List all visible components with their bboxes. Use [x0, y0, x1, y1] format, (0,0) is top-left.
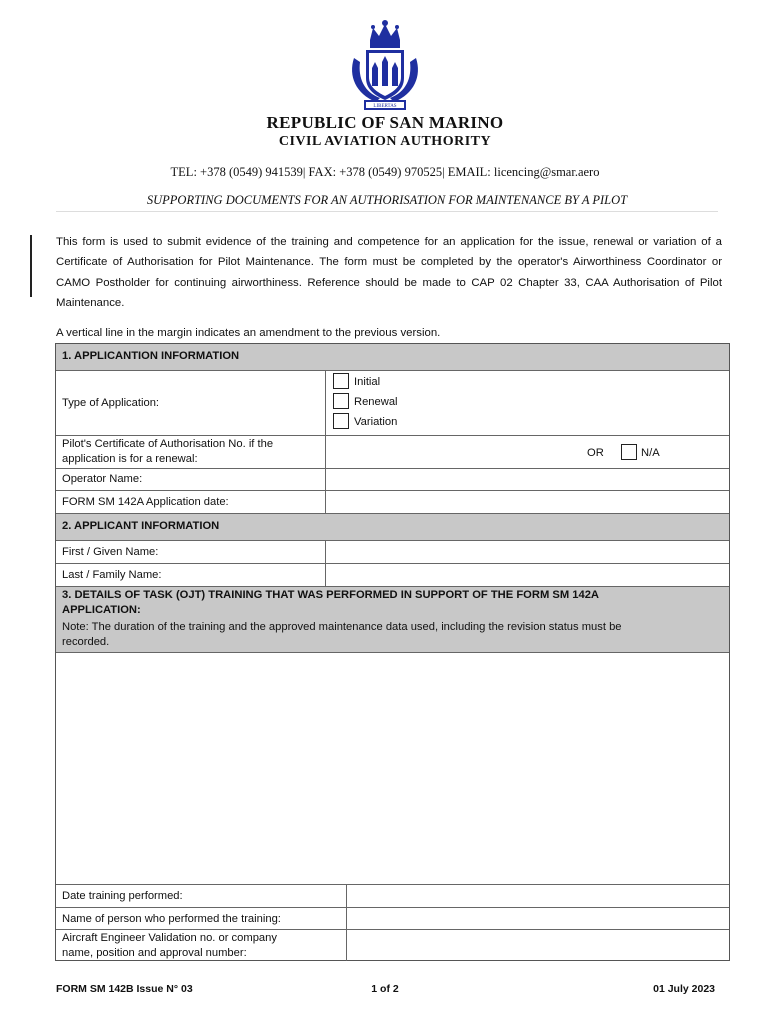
application-date-field[interactable] [326, 491, 729, 513]
section3-note-line2: recorded. [62, 636, 110, 648]
authority-name: CIVIL AVIATION AUTHORITY [278, 134, 492, 149]
trainer-name-row [56, 907, 729, 929]
validation-field[interactable] [347, 930, 729, 961]
trainer-name-field[interactable] [347, 908, 729, 929]
svg-text:LIBERTAS: LIBERTAS [373, 104, 397, 109]
certificate-number-field[interactable] [326, 436, 576, 468]
section3-note-line1: Note: The duration of the training and the approved maintenance data used, including the revision status must be [62, 621, 622, 633]
first-name-row [56, 540, 729, 563]
or-label: OR [587, 447, 604, 459]
training-date-row [56, 884, 729, 907]
section3-header [56, 586, 729, 652]
initial-option-label: Initial [354, 376, 381, 388]
na-label: N/A [641, 447, 660, 459]
certificate-number-label-line1: Pilot's Certificate of Authorisation No. if the [62, 438, 274, 450]
validation-label-line1: Aircraft Engineer Validation no. or company [62, 932, 277, 944]
contact-line: TEL: +378 (0549) 941539| FAX: +378 (0549) 970525| EMAIL: licencing@smar.aero [170, 165, 600, 179]
operator-name-label: Operator Name: [62, 473, 143, 485]
section3-heading-line2: APPLICATION: [62, 604, 141, 616]
operator-name-row [56, 468, 729, 490]
training-details-textarea[interactable] [56, 652, 729, 884]
operator-name-field[interactable] [326, 469, 729, 490]
intro-paragraph: This form is used to submit evidence of the training and competence for an application for the issue, renewal or variation of a Certificate of Authorisation for Pilot Maintenance. The form must be completed by the operator's Airworthiness Coordinator or CAMO Postholder for continuing airworthiness. Reference should be made to CAP 02 Chapter 33, CAA Authorisation of Pilot Maintenance. [56, 236, 722, 309]
renewal-option-label: Renewal [354, 396, 398, 408]
section3-heading-line1: 3. DETAILS OF TASK (OJT) TRAINING THAT WAS PERFORMED IN SUPPORT OF THE FORM SM 142A [62, 589, 600, 601]
validation-label-line2: name, position and approval number: [62, 947, 247, 959]
last-name-label: Last / Family Name: [62, 569, 162, 581]
page-title: REPUBLIC OF SAN MARINO [266, 113, 504, 132]
application-date-row [56, 490, 729, 513]
validation-row [56, 929, 729, 961]
certificate-number-row [56, 435, 729, 468]
first-name-label: First / Given Name: [62, 546, 159, 558]
type-of-application-row [56, 370, 729, 435]
initial-checkbox[interactable] [333, 373, 349, 389]
document-subtitle: SUPPORTING DOCUMENTS FOR AN AUTHORISATION FOR MAINTENANCE BY A PILOT [56, 193, 718, 212]
trainer-name-label: Name of person who performed the training: [62, 913, 281, 925]
application-date-label: FORM SM 142A Application date: [62, 496, 229, 508]
first-name-field[interactable] [326, 541, 729, 563]
footer-form-id: FORM SM 142B Issue N° 03 [56, 983, 193, 995]
application-form [55, 343, 730, 961]
footer-date: 01 July 2023 [653, 983, 715, 995]
section1-heading: 1. APPLICANTION INFORMATION [62, 350, 240, 362]
renewal-checkbox[interactable] [333, 393, 349, 409]
section2-heading: 2. APPLICANT INFORMATION [62, 520, 220, 532]
variation-checkbox[interactable] [333, 413, 349, 429]
last-name-row [56, 563, 729, 586]
san-marino-crest-logo [340, 18, 430, 112]
section1-header [56, 344, 729, 370]
certificate-number-label-line2: application is for a renewal: [62, 453, 198, 465]
na-checkbox[interactable] [621, 444, 637, 460]
section2-header [56, 513, 729, 540]
training-date-label: Date training performed: [62, 890, 183, 902]
amendment-note: A vertical line in the margin indicates an amendment to the previous version. [56, 327, 441, 339]
amendment-margin-line [30, 235, 32, 297]
training-date-field[interactable] [347, 885, 729, 907]
type-of-application-label: Type of Application: [62, 397, 160, 409]
footer-page-number: 1 of 2 [371, 983, 399, 995]
variation-option-label: Variation [354, 416, 398, 428]
last-name-field[interactable] [326, 564, 729, 586]
